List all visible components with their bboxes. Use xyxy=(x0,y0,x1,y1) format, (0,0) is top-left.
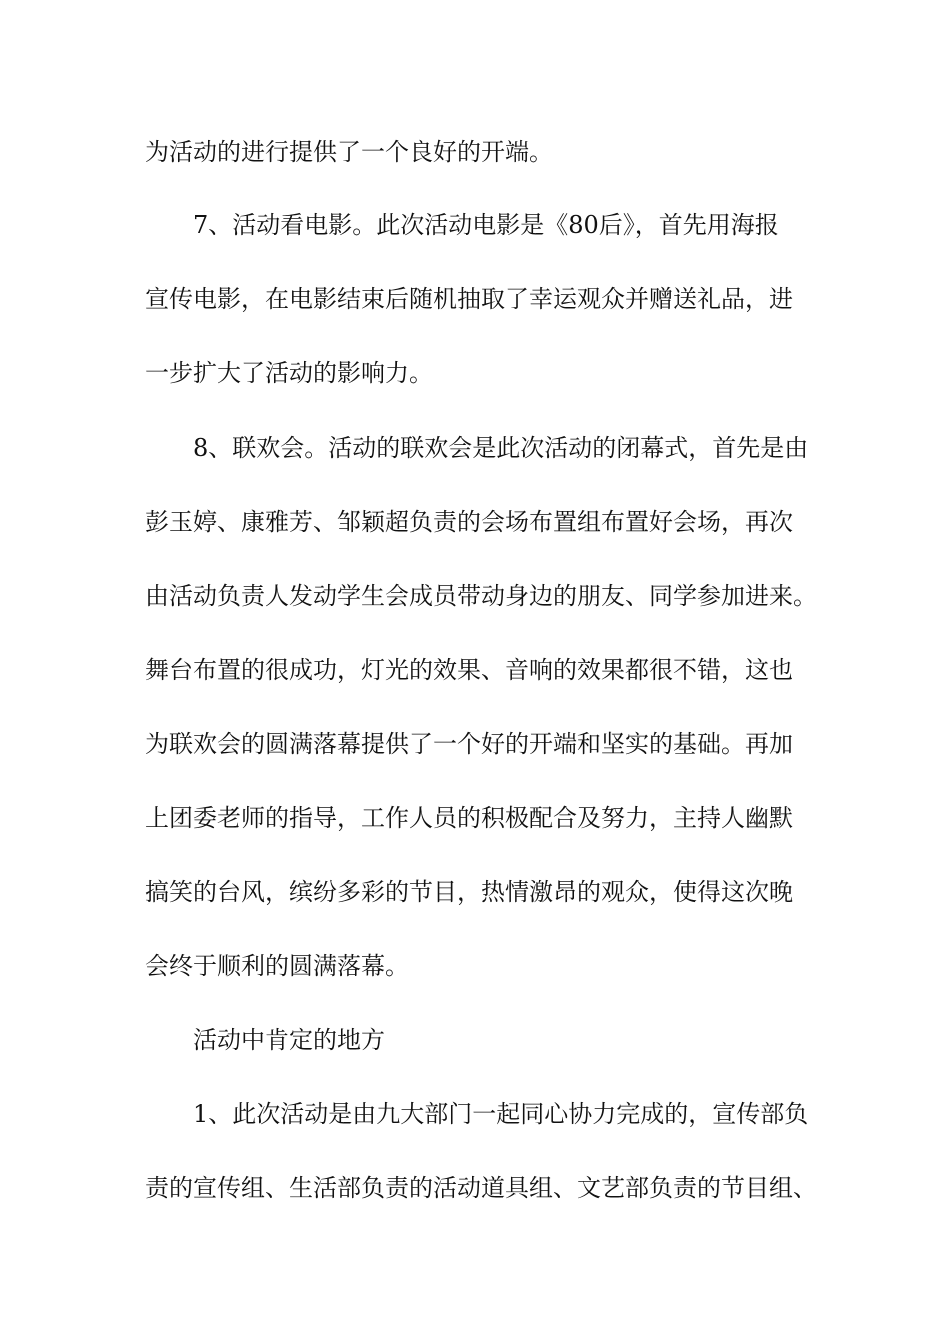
paragraph-8-line-1: 8、联欢会。活动的联欢会是此次活动的闭幕式，首先是由 xyxy=(193,434,809,462)
paragraph-8-line-2: 彭玉婷、康雅芳、邹颖超负责的会场布置组布置好会场，再次 xyxy=(145,508,793,536)
paragraph-8-line-3: 由活动负责人发动学生会成员带动身边的朋友、同学参加进来。 xyxy=(145,582,817,610)
paragraph-1-line-1: 1、此次活动是由九大部门一起同心协力完成的，宣传部负 xyxy=(193,1100,809,1128)
paragraph-8-line-6: 上团委老师的指导，工作人员的积极配合及努力，主持人幽默 xyxy=(145,804,793,832)
paragraph-7-line-1: 7、活动看电影。此次活动电影是《80后》，首先用海报 xyxy=(193,211,779,239)
paragraph-8-line-8: 会终于顺利的圆满落幕。 xyxy=(145,952,409,980)
section-heading: 活动中肯定的地方 xyxy=(193,1026,385,1054)
paragraph-8-line-4: 舞台布置的很成功，灯光的效果、音响的效果都很不错，这也 xyxy=(145,656,793,684)
paragraph-8-line-5: 为联欢会的圆满落幕提供了一个好的开端和坚实的基础。再加 xyxy=(145,730,793,758)
paragraph-1-line-2: 责的宣传组、生活部负责的活动道具组、文艺部负责的节目组、 xyxy=(145,1174,817,1202)
text-line-1: 为活动的进行提供了一个良好的开端。 xyxy=(145,138,553,166)
paragraph-7-line-3: 一步扩大了活动的影响力。 xyxy=(145,359,433,387)
paragraph-8-line-7: 搞笑的台风，缤纷多彩的节目，热情激昂的观众，使得这次晚 xyxy=(145,878,793,906)
paragraph-7-line-2: 宣传电影，在电影结束后随机抽取了幸运观众并赠送礼品，进 xyxy=(145,285,793,313)
